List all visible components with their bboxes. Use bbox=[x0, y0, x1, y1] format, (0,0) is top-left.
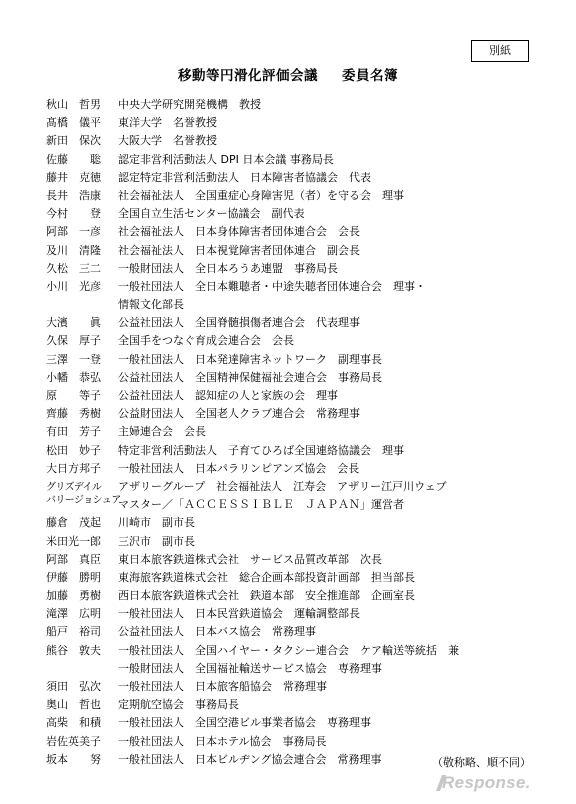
affiliation-line: 一般社団法人 日本パラリンピアンズ協会 会長 bbox=[118, 461, 360, 475]
member-affiliation bbox=[118, 132, 558, 150]
member-row bbox=[0, 605, 576, 623]
member-name bbox=[46, 569, 112, 587]
member-row bbox=[0, 132, 576, 150]
watermark-text: Response. bbox=[442, 773, 531, 792]
watermark-logo bbox=[428, 773, 558, 793]
member-name bbox=[46, 423, 112, 441]
title-sub: 委員名簿 bbox=[342, 68, 398, 84]
member-affiliation bbox=[118, 114, 558, 132]
affiliation-line: 全国手をつなぐ育成会連合会 会長 bbox=[118, 334, 294, 348]
member-name bbox=[46, 533, 112, 551]
affiliation-line: アザリーグループ 社会福祉法人 江寿会 アザリー江戸川ウェブ bbox=[118, 479, 447, 493]
member-row bbox=[0, 187, 576, 205]
member-affiliation bbox=[118, 332, 558, 350]
member-name bbox=[46, 314, 112, 332]
member-name-line: 船戸 裕司 bbox=[46, 625, 101, 639]
member-row bbox=[0, 242, 576, 260]
member-affiliation bbox=[118, 569, 558, 587]
member-name-line: 熊谷 敦夫 bbox=[46, 643, 101, 657]
member-row bbox=[0, 642, 576, 678]
member-name bbox=[46, 405, 112, 423]
affiliation-line: 東海旅客鉄道株式会社 総合企画本部投資計画部 担当部長 bbox=[118, 570, 415, 584]
member-name-line: 加藤 勇樹 bbox=[46, 589, 101, 603]
member-name-line: 伊藤 勝明 bbox=[46, 570, 101, 584]
member-affiliation bbox=[118, 642, 558, 678]
member-name bbox=[46, 278, 112, 296]
member-affiliation bbox=[118, 405, 558, 423]
affiliation-line: 公益財団法人 全国老人クラブ連合会 常務理事 bbox=[118, 407, 360, 421]
member-affiliation bbox=[118, 205, 558, 223]
affiliation-line: 公益社団法人 全国脊髄損傷者連合会 代表理事 bbox=[118, 316, 360, 330]
member-name-line: 藤井 克徳 bbox=[46, 170, 101, 184]
member-name bbox=[46, 587, 112, 605]
member-affiliation bbox=[118, 514, 558, 532]
member-name-line: 久松 三二 bbox=[46, 261, 101, 275]
member-affiliation bbox=[118, 696, 558, 714]
member-name bbox=[46, 132, 112, 150]
member-row bbox=[0, 387, 576, 405]
affiliation-line: 大阪大学 名誉教授 bbox=[118, 134, 217, 148]
affiliation-line: 一般財団法人 全日本ろうあ連盟 事務局長 bbox=[118, 261, 338, 275]
member-name bbox=[46, 351, 112, 369]
member-affiliation bbox=[118, 169, 558, 187]
member-name-line: 有田 芳子 bbox=[46, 425, 101, 439]
member-name-line: 藤倉 茂起 bbox=[46, 516, 101, 530]
member-affiliation bbox=[118, 533, 558, 551]
member-name-line: 大日方邦子 bbox=[46, 461, 101, 475]
footnote: （敬称略、順不同） bbox=[432, 756, 531, 769]
member-name-line: 奥山 哲也 bbox=[46, 698, 101, 712]
affiliation-line: 特定非営利活動法人 子育てひろば全国連絡協議会 理事 bbox=[118, 443, 404, 457]
affiliation-line: 認定非営利活動法人 DPI 日本会議 事務局長 bbox=[118, 152, 334, 166]
affiliation-line: マスター／「ＡＣＣＥＳＳＩＢＬＥ ＪＡＰＡＮ」運営者 bbox=[118, 498, 404, 512]
affiliation-line: 情報文化部長 bbox=[118, 298, 184, 312]
member-name-line: 今村 登 bbox=[46, 207, 101, 221]
member-row bbox=[0, 169, 576, 187]
member-row bbox=[0, 714, 576, 732]
member-row bbox=[0, 260, 576, 278]
affiliation-line: 主婦連合会 会長 bbox=[118, 425, 206, 439]
title-main: 移動等円滑化評価会議 bbox=[178, 68, 318, 84]
member-affiliation bbox=[118, 605, 558, 623]
member-affiliation bbox=[118, 278, 558, 314]
affiliation-line: 一般社団法人 全国空港ビル事業者協会 専務理事 bbox=[118, 716, 371, 730]
member-name bbox=[46, 696, 112, 714]
member-name-line: 三澤 一登 bbox=[46, 352, 101, 366]
member-affiliation bbox=[118, 223, 558, 241]
affiliation-line: 三沢市 副市長 bbox=[118, 534, 195, 548]
affiliation-line: 社会福祉法人 日本身体障害者団体連合会 会長 bbox=[118, 225, 360, 239]
member-name bbox=[46, 332, 112, 350]
member-row bbox=[0, 569, 576, 587]
member-row bbox=[0, 533, 576, 551]
affiliation-line: 一般社団法人 全日本難聴者・中途失聴者団体連合会 理事・ bbox=[118, 279, 426, 293]
member-row bbox=[0, 551, 576, 569]
member-row bbox=[0, 205, 576, 223]
affiliation-line: 公益社団法人 全国精神保健福祉会連合会 事務局長 bbox=[118, 370, 382, 384]
member-affiliation bbox=[118, 460, 558, 478]
member-affiliation bbox=[118, 387, 558, 405]
affiliation-line: 社会福祉法人 日本視覚障害者団体連合 副会長 bbox=[118, 243, 360, 257]
member-name-line: バリージョシュア bbox=[46, 494, 121, 506]
member-name bbox=[46, 442, 112, 460]
member-affiliation bbox=[118, 678, 558, 696]
member-affiliation bbox=[118, 478, 558, 514]
member-name-line: 坂本 努 bbox=[46, 752, 101, 766]
member-row bbox=[0, 423, 576, 441]
member-name bbox=[46, 514, 112, 532]
member-row bbox=[0, 460, 576, 478]
member-name bbox=[46, 460, 112, 478]
member-row bbox=[0, 151, 576, 169]
member-list bbox=[0, 96, 576, 769]
member-affiliation bbox=[118, 260, 558, 278]
member-name bbox=[46, 242, 112, 260]
member-row bbox=[0, 332, 576, 350]
member-name-line: 秋山 哲男 bbox=[46, 98, 101, 111]
member-row bbox=[0, 678, 576, 696]
member-name-line: 原 等子 bbox=[46, 389, 101, 403]
member-name-line: 須田 弘次 bbox=[46, 680, 101, 694]
member-name bbox=[46, 623, 112, 641]
affiliation-line: 公益社団法人 認知症の人と家族の会 理事 bbox=[118, 389, 338, 403]
member-name bbox=[46, 205, 112, 223]
member-row bbox=[0, 223, 576, 241]
affiliation-line: 定期航空協会 事務局長 bbox=[118, 698, 239, 712]
member-name bbox=[46, 169, 112, 187]
member-name-line: 髙橋 儀平 bbox=[46, 116, 101, 130]
affiliation-line: 西日本旅客鉄道株式会社 鉄道本部 安全推進部 企画室長 bbox=[118, 589, 415, 603]
member-name bbox=[46, 260, 112, 278]
member-name bbox=[46, 714, 112, 732]
member-row bbox=[0, 514, 576, 532]
member-name-line: 阿部 一彦 bbox=[46, 225, 101, 239]
member-name-line: 阿部 真臣 bbox=[46, 552, 101, 566]
member-row bbox=[0, 369, 576, 387]
member-name bbox=[46, 187, 112, 205]
member-name-line: 岩佐英美子 bbox=[46, 734, 101, 748]
member-affiliation bbox=[118, 314, 558, 332]
member-name-line: 齊藤 秀樹 bbox=[46, 407, 101, 421]
affiliation-line: 全国自立生活センター協議会 副代表 bbox=[118, 207, 305, 221]
member-row bbox=[0, 278, 576, 314]
member-name bbox=[46, 642, 112, 660]
member-name-line: 久保 厚子 bbox=[46, 334, 101, 348]
member-name-line: 小川 光彦 bbox=[46, 279, 101, 293]
member-row bbox=[0, 351, 576, 369]
affiliation-line: 一般財団法人 全国福祉輸送サービス協会 専務理事 bbox=[118, 661, 382, 675]
member-row bbox=[0, 442, 576, 460]
affiliation-line: 一般社団法人 日本ホテル協会 事務局長 bbox=[118, 734, 327, 748]
member-affiliation bbox=[118, 369, 558, 387]
member-affiliation bbox=[118, 623, 558, 641]
member-name-line: 滝澤 広明 bbox=[46, 607, 101, 621]
member-row bbox=[0, 114, 576, 132]
member-affiliation bbox=[118, 714, 558, 732]
member-name-line: 新田 保次 bbox=[46, 134, 101, 148]
member-name bbox=[46, 605, 112, 623]
member-affiliation bbox=[118, 151, 558, 169]
affiliation-line: 一般社団法人 日本ビルヂング協会連合会 常務理事 bbox=[118, 752, 382, 766]
affiliation-line: 中央大学研究開発機構 教授 bbox=[118, 98, 261, 111]
member-affiliation bbox=[118, 96, 558, 114]
member-row bbox=[0, 478, 576, 514]
member-affiliation bbox=[118, 423, 558, 441]
member-name-line: 及川 清隆 bbox=[46, 243, 101, 257]
member-name bbox=[46, 369, 112, 387]
member-name-line: 米田光一郎 bbox=[46, 534, 101, 548]
member-affiliation bbox=[118, 733, 558, 751]
member-name-line: 高柴 和積 bbox=[46, 716, 101, 730]
member-affiliation bbox=[118, 442, 558, 460]
member-row bbox=[0, 733, 576, 751]
member-name bbox=[46, 223, 112, 241]
member-name bbox=[46, 114, 112, 132]
member-row bbox=[0, 96, 576, 114]
affiliation-line: 一般社団法人 日本民営鉄道協会 運輸調整部長 bbox=[118, 607, 360, 621]
member-name-line: 小幡 恭弘 bbox=[46, 370, 101, 384]
member-name bbox=[46, 751, 112, 769]
member-name-line: 大濱 眞 bbox=[46, 316, 101, 330]
affiliation-line: 東日本旅客鉄道株式会社 サービス品質改革部 次長 bbox=[118, 552, 382, 566]
member-row bbox=[0, 587, 576, 605]
affiliation-line: 一般社団法人 全国ハイヤー・タクシー連合会 ケア輸送等統括 兼 bbox=[118, 643, 459, 657]
member-name-line: 長井 浩康 bbox=[46, 188, 101, 202]
member-row bbox=[0, 696, 576, 714]
affiliation-line: 川崎市 副市長 bbox=[118, 516, 195, 530]
member-affiliation bbox=[118, 587, 558, 605]
member-name bbox=[46, 387, 112, 405]
affiliation-line: 公益社団法人 日本バス協会 常務理事 bbox=[118, 625, 316, 639]
member-name-line: 佐藤 聡 bbox=[46, 152, 101, 166]
member-name bbox=[46, 551, 112, 569]
member-name-line: グリズデイル bbox=[46, 481, 102, 493]
page-title bbox=[0, 64, 576, 84]
member-name bbox=[46, 678, 112, 696]
member-affiliation bbox=[118, 242, 558, 260]
affiliation-line: 一般社団法人 日本旅客船協会 常務理事 bbox=[118, 680, 327, 694]
member-row bbox=[0, 623, 576, 641]
member-name bbox=[46, 481, 121, 507]
member-name-line: 松田 妙子 bbox=[46, 443, 101, 457]
member-row bbox=[0, 405, 576, 423]
member-name bbox=[46, 151, 112, 169]
attachment-label: 別紙 bbox=[471, 40, 529, 62]
affiliation-line: 東洋大学 名誉教授 bbox=[118, 116, 217, 130]
member-affiliation bbox=[118, 551, 558, 569]
affiliation-line: 社会福祉法人 全国重症心身障害児（者）を守る会 理事 bbox=[118, 188, 404, 202]
member-name bbox=[46, 96, 112, 114]
member-affiliation bbox=[118, 187, 558, 205]
member-affiliation bbox=[118, 351, 558, 369]
member-name bbox=[46, 733, 112, 751]
member-row bbox=[0, 314, 576, 332]
affiliation-line: 認定特定非営利活動法人 日本障害者協議会 代表 bbox=[118, 170, 371, 184]
affiliation-line: 一般社団法人 日本発達障害ネットワーク 副理事長 bbox=[118, 352, 382, 366]
